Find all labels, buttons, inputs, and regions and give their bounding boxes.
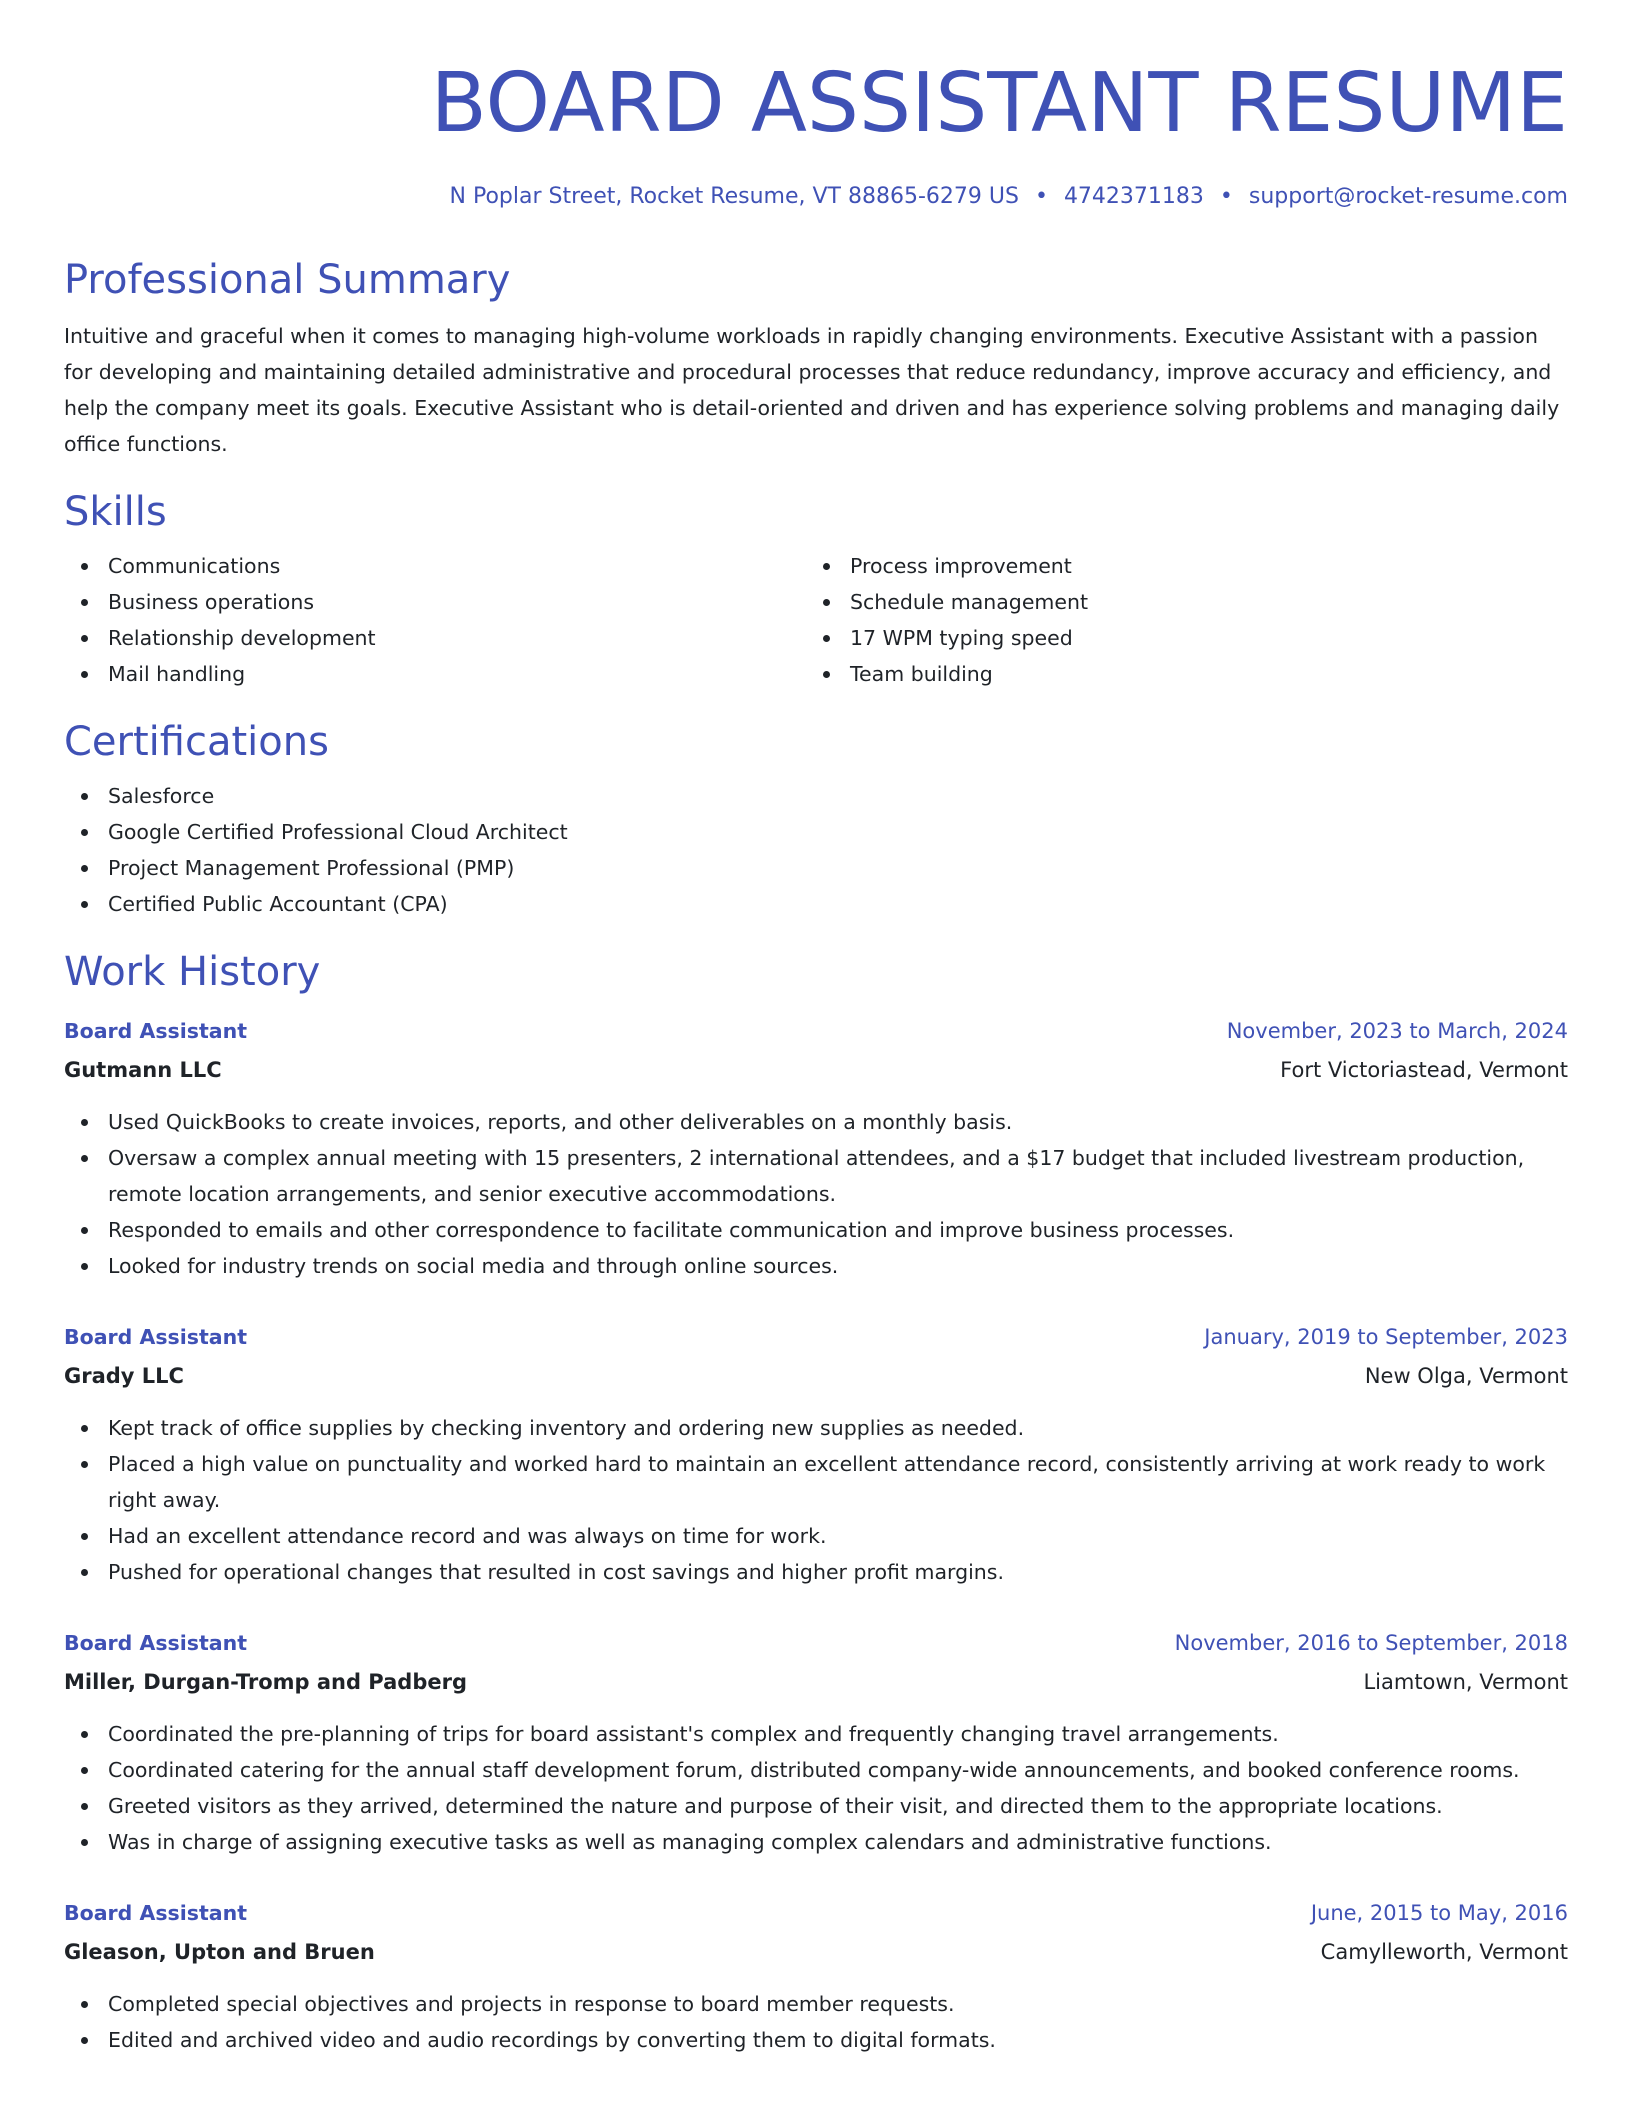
bullet-icon xyxy=(81,1263,88,1270)
certification-item xyxy=(64,886,1568,922)
bullet-icon xyxy=(81,1155,88,1162)
job-duty-text: Had an excellent attendance record and was always on time for work. xyxy=(108,1524,827,1548)
job-title: Board Assistant xyxy=(64,1325,247,1349)
job-entry xyxy=(64,1894,1568,2058)
skill-label: Schedule management xyxy=(850,590,1089,614)
skills-heading: Skills xyxy=(64,489,167,535)
skill-item xyxy=(64,548,806,584)
certification-item xyxy=(64,814,1568,850)
bullet-icon xyxy=(81,1461,88,1468)
job-duty-text: Completed special objectives and projects in response to board member requests. xyxy=(108,1992,955,2016)
bullet-icon xyxy=(81,793,88,800)
bullet-icon xyxy=(81,865,88,872)
job-header xyxy=(64,1624,1568,1662)
bullet-icon xyxy=(81,635,88,642)
bullet-icon xyxy=(81,1839,88,1846)
job-subheader xyxy=(64,1932,1568,1972)
skills-list-right xyxy=(806,548,1548,692)
bullet-icon xyxy=(81,671,88,678)
job-location: Camylleworth, Vermont xyxy=(1320,1940,1568,1964)
skill-item xyxy=(806,548,1548,584)
job-duty-text: Was in charge of assigning executive tasks as well as managing complex calendars and administrative functions. xyxy=(108,1830,1272,1854)
job-header xyxy=(64,1318,1568,1356)
bullet-icon xyxy=(81,1533,88,1540)
resume-title: BOARD ASSISTANT RESUME xyxy=(430,56,1568,151)
summary-text: Intuitive and graceful when it comes to managing high-volume workloads in rapidly changing environments. Executive Assistant with a passion for developing and maintaining detailed administrative and procedural processes that reduce redundancy, improve accuracy and efficiency, and help the company meet its goals. Executive Assistant who is detail-oriented and driven and has experience solving problems and managing daily office functions. xyxy=(64,324,1560,456)
job-duty-text: Looked for industry trends on social media and through online sources. xyxy=(108,1254,839,1278)
skill-item xyxy=(806,620,1548,656)
job-header xyxy=(64,1012,1568,1050)
skills-grid xyxy=(64,548,1568,692)
job-dates: November, 2023 to March, 2024 xyxy=(1226,1019,1568,1043)
job-location: Fort Victoriastead, Vermont xyxy=(1280,1058,1568,1082)
skill-item xyxy=(64,620,806,656)
skill-label: 17 WPM typing speed xyxy=(850,626,1073,650)
job-dates: January, 2019 to September, 2023 xyxy=(1204,1325,1568,1349)
skill-item xyxy=(64,584,806,620)
job-duty-text: Greeted visitors as they arrived, determined the nature and purpose of their visit, and directed them to the appropriate locations. xyxy=(108,1794,1443,1818)
contact-address: N Poplar Street, Rocket Resume, VT 88865-6279 US xyxy=(449,184,1019,209)
skill-label: Business operations xyxy=(108,590,315,614)
job-subheader xyxy=(64,1356,1568,1396)
job-duty xyxy=(64,1410,1568,1446)
skills-list-left xyxy=(64,548,806,692)
skill-label: Process improvement xyxy=(850,554,1072,578)
bullet-icon xyxy=(81,901,88,908)
certification-label: Salesforce xyxy=(108,784,215,808)
certifications-heading: Certifications xyxy=(64,719,329,765)
job-duty xyxy=(64,1446,1568,1518)
job-duty xyxy=(64,1716,1568,1752)
job-company: Grady LLC xyxy=(64,1364,184,1388)
contact-phone[interactable]: 4742371183 xyxy=(1063,184,1204,209)
job-duty-text: Oversaw a complex annual meeting with 15 presenters, 2 international attendees, and a $17 budget that included livestream production, remote location arrangements, and senior executive accommodations. xyxy=(108,1146,1525,1206)
job-location: Liamtown, Vermont xyxy=(1363,1670,1568,1694)
bullet-icon xyxy=(81,1731,88,1738)
job-company: Gutmann LLC xyxy=(64,1058,222,1082)
job-duty-text: Placed a high value on punctuality and worked hard to maintain an excellent attendance record, consistently arriving at work ready to work right away. xyxy=(108,1452,1546,1512)
bullet-icon xyxy=(81,1119,88,1126)
job-entry xyxy=(64,1318,1568,1590)
job-duty xyxy=(64,1824,1568,1860)
job-duty-text: Kept track of office supplies by checking inventory and ordering new supplies as needed. xyxy=(108,1416,1025,1440)
job-duty xyxy=(64,1788,1568,1824)
contact-email[interactable]: support@rocket-resume.com xyxy=(1248,184,1568,209)
bullet-icon xyxy=(81,599,88,606)
job-duties-list xyxy=(64,1986,1568,2058)
bullet-icon xyxy=(81,829,88,836)
certification-item xyxy=(64,850,1568,886)
job-header xyxy=(64,1894,1568,1932)
job-dates: November, 2016 to September, 2018 xyxy=(1174,1631,1568,1655)
job-title: Board Assistant xyxy=(64,1901,247,1925)
skill-label: Communications xyxy=(108,554,281,578)
job-duty-text: Coordinated catering for the annual staff development forum, distributed company-wide announcements, and booked conference rooms. xyxy=(108,1758,1520,1782)
bullet-icon xyxy=(81,1569,88,1576)
summary-heading: Professional Summary xyxy=(64,257,511,303)
job-title: Board Assistant xyxy=(64,1019,247,1043)
contact-separator: • xyxy=(1219,184,1233,209)
job-entry xyxy=(64,1624,1568,1860)
bullet-icon xyxy=(81,2037,88,2044)
job-dates: June, 2015 to May, 2016 xyxy=(1310,1901,1568,1925)
job-duty xyxy=(64,1104,1568,1140)
job-entry xyxy=(64,1012,1568,1284)
job-duties-list xyxy=(64,1410,1568,1590)
job-duty xyxy=(64,2022,1568,2058)
bullet-icon xyxy=(823,635,830,642)
contact-separator: • xyxy=(1034,184,1048,209)
job-duty-text: Edited and archived video and audio recordings by converting them to digital formats. xyxy=(108,2028,996,2052)
job-duty-text: Coordinated the pre-planning of trips for board assistant's complex and frequently changing travel arrangements. xyxy=(108,1722,1279,1746)
job-title: Board Assistant xyxy=(64,1631,247,1655)
job-duties-list xyxy=(64,1716,1568,1860)
certification-item xyxy=(64,778,1568,814)
job-subheader xyxy=(64,1050,1568,1090)
job-duty xyxy=(64,1248,1568,1284)
bullet-icon xyxy=(81,563,88,570)
job-duty xyxy=(64,1554,1568,1590)
skill-item xyxy=(64,656,806,692)
job-duty xyxy=(64,1518,1568,1554)
job-company: Miller, Durgan-Tromp and Padberg xyxy=(64,1670,467,1694)
job-duty xyxy=(64,1212,1568,1248)
contact-line xyxy=(64,182,1568,212)
bullet-icon xyxy=(823,671,830,678)
bullet-icon xyxy=(823,599,830,606)
bullet-icon xyxy=(81,1227,88,1234)
skill-label: Mail handling xyxy=(108,662,246,686)
bullet-icon xyxy=(81,1803,88,1810)
job-duty-text: Responded to emails and other correspondence to facilitate communication and improve business processes. xyxy=(108,1218,1235,1242)
bullet-icon xyxy=(81,2001,88,2008)
bullet-icon xyxy=(81,1425,88,1432)
job-duty xyxy=(64,1752,1568,1788)
skill-label: Relationship development xyxy=(108,626,376,650)
job-company: Gleason, Upton and Bruen xyxy=(64,1940,375,1964)
bullet-icon xyxy=(823,563,830,570)
job-duty xyxy=(64,1986,1568,2022)
skill-item xyxy=(806,584,1548,620)
resume-page xyxy=(64,0,1568,2058)
work-history-heading: Work History xyxy=(64,949,321,995)
job-duties-list xyxy=(64,1104,1568,1284)
certification-label: Certified Public Accountant (CPA) xyxy=(108,892,448,916)
skill-label: Team building xyxy=(850,662,993,686)
job-subheader xyxy=(64,1662,1568,1702)
job-duty-text: Used QuickBooks to create invoices, reports, and other deliverables on a monthly basis. xyxy=(108,1110,1013,1134)
job-duty xyxy=(64,1140,1568,1212)
certification-label: Google Certified Professional Cloud Architect xyxy=(108,820,568,844)
certification-label: Project Management Professional (PMP) xyxy=(108,856,515,880)
bullet-icon xyxy=(81,1767,88,1774)
certifications-list xyxy=(64,778,1568,922)
job-duty-text: Pushed for operational changes that resulted in cost savings and higher profit margins. xyxy=(108,1560,1004,1584)
job-location: New Olga, Vermont xyxy=(1364,1364,1568,1388)
skill-item xyxy=(806,656,1548,692)
